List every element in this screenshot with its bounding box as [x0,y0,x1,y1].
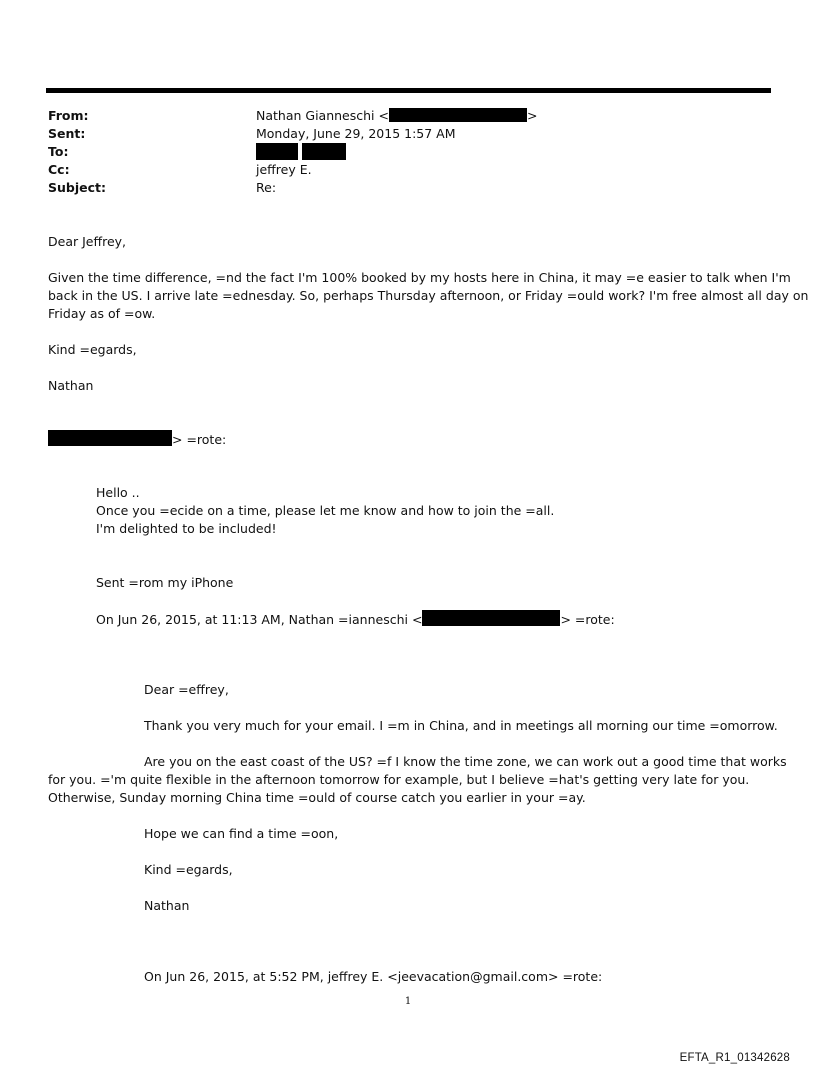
closing: Kind =egards, [48,342,137,357]
quote-line: Thank you very much for your email. I =m in China, and in meetings all morning our time =omorrow. [144,718,778,733]
wrote-text: > =rote: [172,432,227,447]
quote-signature: Nathan [144,898,190,913]
subject-value: Re: [256,180,277,195]
quote-line: for you. ='m quite flexible in the afternoon tomorrow for example, but I believe =hat's getting very late for you. [48,772,750,787]
cc-label: Cc: [48,162,70,177]
quote-line: Otherwise, Sunday morning China time =ould of course catch you earlier in your =ay. [48,790,586,805]
greeting: Dear Jeffrey, [48,234,127,249]
body-line: Friday as of =ow. [48,306,156,321]
quote-line: Hello .. [96,485,140,500]
quote-greeting: Dear =effrey, [144,682,229,697]
from-label: From: [48,108,89,123]
to-value [256,143,346,163]
subject-label: Subject: [48,180,106,195]
quote-attribution [96,610,615,629]
from-name: Nathan Gianneschi < [256,108,389,123]
quote-line: Once you =ecide on a time, please let me know and how to join the =all. [96,503,555,518]
quote-line: Hope we can find a time =oon, [144,826,339,841]
to-label: To: [48,144,69,159]
body-line: back in the US. I arrive late =ednesday. So, perhaps Thursday afternoon, or Friday =ould work? I'm free almost all day on [48,288,809,303]
sent-label: Sent: [48,126,86,141]
email-header [48,107,768,199]
quote-attribution [48,430,226,449]
from-value [256,107,537,125]
redaction-block [256,143,298,160]
redaction-block [389,108,527,122]
redaction-block [48,430,172,446]
cc-value: jeffrey E. [256,162,312,177]
page-number: 1 [404,996,412,1007]
body-line: Given the time difference, =nd the fact I'm 100% booked by my hosts here in China, it may =e easier to talk when I'm [48,270,791,285]
sent-from: Sent =rom my iPhone [96,575,234,590]
quote-line: Are you on the east coast of the US? =f I know the time zone, we can work out a good time that works [144,754,787,769]
quote-line: I'm delighted to be included! [96,521,277,536]
attribution-start: On Jun 26, 2015, at 11:13 AM, Nathan =ianneschi < [96,612,423,627]
bates-number: EFTA_R1_01342628 [679,1052,790,1064]
attribution-end: > =rote: [560,612,615,627]
from-close: > [526,108,538,123]
redaction-block [422,610,560,626]
signature: Nathan [48,378,94,393]
header-rule [46,88,771,93]
quote-attribution: On Jun 26, 2015, at 5:52 PM, jeffrey E. <jeevacation@gmail.com> =rote: [144,969,603,984]
quote-closing: Kind =egards, [144,862,233,877]
sent-value: Monday, June 29, 2015 1:57 AM [256,126,456,141]
redaction-block [302,143,346,160]
